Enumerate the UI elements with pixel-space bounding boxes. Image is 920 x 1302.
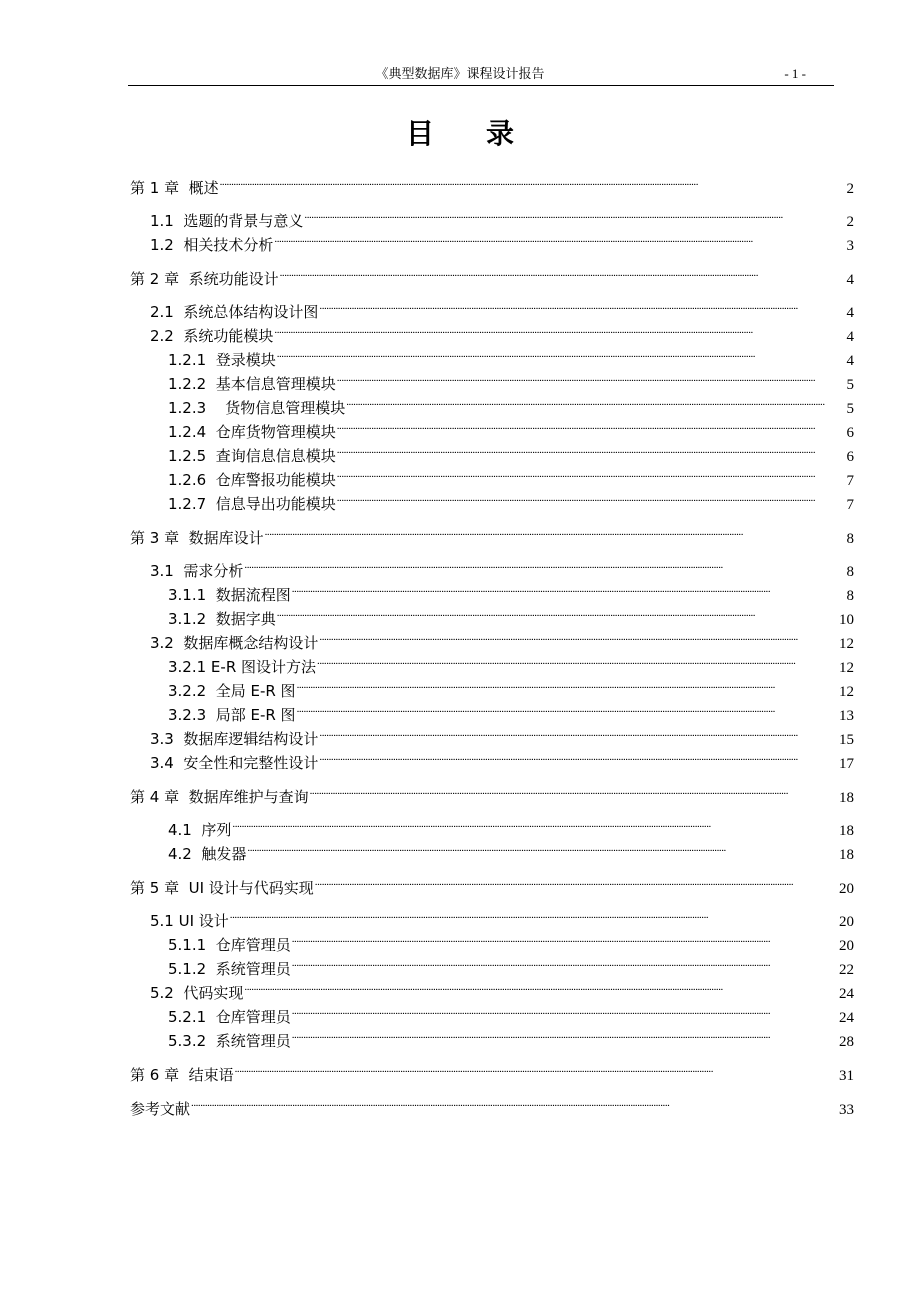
toc-leader-dots	[277, 343, 846, 365]
toc-leader-dots	[319, 746, 838, 768]
toc-entry[interactable]	[168, 650, 854, 676]
page-number: - 1 -	[784, 66, 806, 81]
toc-leader-dots	[191, 1092, 838, 1114]
toc-entry-label: 第 2 章 系统功能设计	[130, 270, 279, 288]
toc-leader-dots	[244, 976, 838, 998]
toc-leader-dots	[247, 837, 838, 859]
toc-entry-page: 8	[846, 588, 854, 604]
toc-entry-page: 17	[839, 756, 854, 772]
toc-entry-page: 5	[846, 401, 854, 417]
toc-entry-page: 28	[839, 1034, 854, 1050]
toc-entry-page: 24	[839, 1010, 854, 1026]
toc-entry[interactable]	[168, 837, 854, 863]
toc-entry-label: 3.4 安全性和完整性设计	[150, 754, 319, 772]
toc-entry-page: 31	[839, 1068, 854, 1084]
toc-entry-label: 1.2.4 仓库货物管理模块	[168, 423, 336, 441]
toc-entry-label: 5.2 代码实现	[150, 984, 244, 1002]
toc-leader-dots	[292, 578, 846, 600]
toc-entry-page: 20	[839, 914, 854, 930]
toc-entry-label: 5.1.2 系统管理员	[168, 960, 291, 978]
toc-entry-page: 15	[839, 732, 854, 748]
toc-leader-dots	[232, 813, 838, 835]
toc-leader-dots	[337, 439, 846, 461]
toc-entry[interactable]	[168, 928, 854, 954]
toc-entry-page: 18	[839, 790, 854, 806]
toc-entry-page: 24	[839, 986, 854, 1002]
toc-entry-label: 3.1.1 数据流程图	[168, 586, 291, 604]
toc-entry-label: 3.3 数据库逻辑结构设计	[150, 730, 319, 748]
toc-entry-page: 8	[846, 531, 854, 547]
toc-entry[interactable]	[168, 1000, 854, 1026]
toc-entry-page: 5	[846, 377, 854, 393]
toc-leader-dots	[292, 928, 838, 950]
toc-entry[interactable]	[130, 521, 854, 547]
toc-leader-dots	[337, 463, 846, 485]
toc-leader-dots	[220, 171, 846, 193]
toc-leader-dots	[280, 262, 846, 284]
toc-entry-label: 第 4 章 数据库维护与查询	[130, 788, 309, 806]
toc-entry-label: 4.2 触发器	[168, 845, 247, 863]
toc-leader-dots	[297, 698, 838, 720]
toc-entry-label: 1.2 相关技术分析	[150, 236, 274, 254]
toc-entry-label: 第 6 章 结束语	[130, 1066, 234, 1084]
toc-leader-dots	[235, 1058, 838, 1080]
toc-entry-page: 2	[846, 181, 854, 197]
toc-entry-label: 3.2 数据库概念结构设计	[150, 634, 319, 652]
toc-entry-label: 1.1 选题的背景与意义	[150, 212, 304, 230]
toc-leader-dots	[337, 415, 846, 437]
toc-entry[interactable]	[150, 722, 854, 748]
toc-entry[interactable]	[168, 1024, 854, 1050]
toc-entry-page: 4	[846, 353, 854, 369]
toc-entry[interactable]	[168, 391, 854, 417]
toc-entry-label: 3.2.3 局部 E-R 图	[168, 706, 296, 724]
toc-entry-page: 3	[846, 238, 854, 254]
toc-leader-dots	[274, 319, 845, 341]
toc-entry-page: 12	[839, 684, 854, 700]
document-header-title: 《典型数据库》课程设计报告	[375, 66, 545, 81]
toc-entry[interactable]	[150, 228, 854, 254]
toc-entry[interactable]	[130, 171, 854, 197]
toc-entry[interactable]	[168, 463, 854, 489]
toc-leader-dots	[274, 228, 845, 250]
toc-entry-label: 参考文献	[130, 1100, 191, 1118]
toc-leader-dots	[277, 602, 838, 624]
toc-entry[interactable]	[168, 343, 854, 369]
toc-entry-label: 1.2.7 信息导出功能模块	[168, 495, 336, 513]
toc-entry-label: 5.3.2 系统管理员	[168, 1032, 291, 1050]
toc-entry[interactable]	[168, 367, 854, 393]
toc-entry-label: 2.1 系统总体结构设计图	[150, 303, 319, 321]
toc-entry[interactable]	[150, 554, 854, 580]
toc-leader-dots	[304, 204, 845, 226]
toc-entry-label: 1.2.6 仓库警报功能模块	[168, 471, 336, 489]
toc-leader-dots	[292, 1024, 838, 1046]
toc-leader-dots	[244, 554, 845, 576]
toc-leader-dots	[265, 521, 846, 543]
toc-entry-page: 8	[846, 564, 854, 580]
toc-entry-label: 1.2.3 货物信息管理模块	[168, 399, 346, 417]
toc-entry-page: 4	[846, 272, 854, 288]
toc-entry-page: 12	[839, 660, 854, 676]
toc-entry[interactable]	[150, 319, 854, 345]
toc-entry[interactable]	[168, 952, 854, 978]
toc-leader-dots	[230, 904, 838, 926]
toc-entry-page: 12	[839, 636, 854, 652]
toc-entry[interactable]	[130, 1092, 854, 1118]
toc-title: 目录	[405, 117, 566, 150]
toc-entry[interactable]	[168, 415, 854, 441]
toc-entry-label: 1.2.1 登录模块	[168, 351, 276, 369]
toc-entry-page: 7	[846, 497, 854, 513]
toc-entry-label: 1.2.5 查询信息信息模块	[168, 447, 336, 465]
toc-leader-dots	[292, 952, 838, 974]
toc-entry-page: 7	[846, 473, 854, 489]
toc-entry-label: 2.2 系统功能模块	[150, 327, 274, 345]
toc-entry[interactable]	[130, 262, 854, 288]
toc-entry[interactable]	[168, 813, 854, 839]
toc-leader-dots	[319, 722, 838, 744]
toc-entry[interactable]	[130, 871, 854, 897]
toc-entry-page: 13	[839, 708, 854, 724]
toc-entry-label: 1.2.2 基本信息管理模块	[168, 375, 336, 393]
toc-entry[interactable]	[150, 746, 854, 772]
toc-leader-dots	[337, 367, 846, 389]
toc-entry-label: 3.2.2 全局 E-R 图	[168, 682, 296, 700]
toc-entry-label: 5.2.1 仓库管理员	[168, 1008, 291, 1026]
toc-entry[interactable]	[150, 976, 854, 1002]
toc-leader-dots	[317, 650, 838, 672]
toc-entry[interactable]	[168, 674, 854, 700]
toc-entry-label: 第 3 章 数据库设计	[130, 529, 264, 547]
toc-leader-dots	[315, 871, 838, 893]
toc-entry-label: 3.1.2 数据字典	[168, 610, 276, 628]
toc-entry-label: 3.2.1 E-R 图设计方法	[168, 658, 317, 676]
toc-entry-page: 4	[846, 305, 854, 321]
toc-entry-page: 6	[846, 425, 854, 441]
toc-entry-page: 20	[839, 938, 854, 954]
toc-leader-dots	[319, 295, 845, 317]
toc-entry[interactable]	[130, 780, 854, 806]
toc-entry[interactable]	[168, 487, 854, 513]
toc-entry-page: 18	[839, 847, 854, 863]
toc-entry-page: 18	[839, 823, 854, 839]
toc-entry[interactable]	[168, 698, 854, 724]
toc-leader-dots	[346, 391, 845, 413]
toc-entry[interactable]	[150, 295, 854, 321]
toc-entry[interactable]	[150, 204, 854, 230]
toc-leader-dots	[297, 674, 838, 696]
toc-entry-page: 6	[846, 449, 854, 465]
toc-leader-dots	[337, 487, 846, 509]
toc-leader-dots	[292, 1000, 838, 1022]
toc-entry-page: 33	[839, 1102, 854, 1118]
toc-entry-label: 第 1 章 概述	[130, 179, 219, 197]
toc-entry-label: 第 5 章 UI 设计与代码实现	[130, 879, 314, 897]
toc-entry-label: 3.1 需求分析	[150, 562, 244, 580]
toc-leader-dots	[310, 780, 838, 802]
toc-entry[interactable]	[168, 439, 854, 465]
toc-entry[interactable]	[150, 904, 854, 930]
toc-entry[interactable]	[168, 578, 854, 604]
toc-entry-page: 10	[839, 612, 854, 628]
toc-entry[interactable]	[130, 1058, 854, 1084]
toc-entry-label: 4.1 序列	[168, 821, 232, 839]
toc-entry-page: 22	[839, 962, 854, 978]
toc-entry-page: 4	[846, 329, 854, 345]
toc-entry[interactable]	[150, 626, 854, 652]
toc-entry-label: 5.1.1 仓库管理员	[168, 936, 291, 954]
toc-entry-page: 2	[846, 214, 854, 230]
toc-entry-label: 5.1 UI 设计	[150, 912, 229, 930]
toc-entry[interactable]	[168, 602, 854, 628]
toc-leader-dots	[319, 626, 838, 648]
toc-entry-page: 20	[839, 881, 854, 897]
